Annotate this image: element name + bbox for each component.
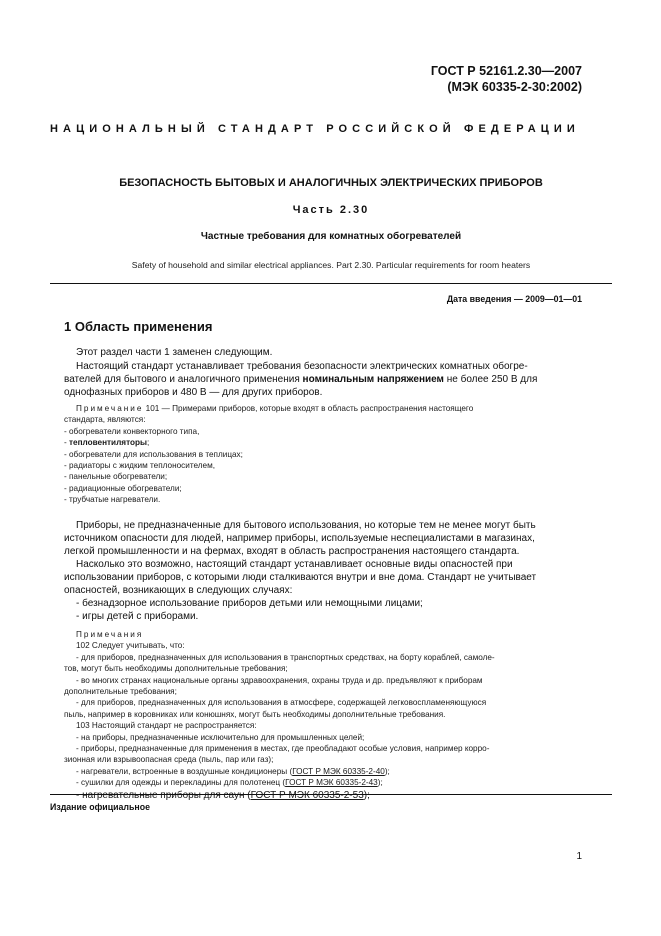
section-heading: 1 Область применения [64,319,213,334]
title-divider [50,283,612,284]
reference-link[interactable]: ГОСТ Р МЭК 60335-2-40 [292,766,385,776]
paragraph: Этот раздел части 1 заменен следующим. [76,347,273,358]
document-title: БЕЗОПАСНОСТЬ БЫТОВЫХ И АНАЛОГИЧНЫХ ЭЛЕКТРИЧЕСКИХ ПРИБОРОВ [119,177,543,189]
official-edition-label: Издание официальное [50,802,150,812]
english-title: Safety of household and similar electrical appliances. Part 2.30. Particular requirements for room heaters [131,260,531,270]
page-number: 1 [576,851,582,862]
part-number: Часть 2.30 [292,204,370,216]
introduction-date: Дата введения — 2009—01—01 [446,294,582,304]
gost-number: ГОСТ Р 52161.2.30—2007 [430,64,582,78]
list-item: - безнадзорное использование приборов детьми или немощными лицами; [76,598,423,609]
notes-102-103: Примечания 102 Следует учитывать, что: - для приборов, предназначенных для использования в транспортных средствах, на борту кораблей, самоле- тов, могут быть необходимы дополнительные требования; - во многих странах национальные органы здравоохранения, охраны труда и др. предъявляют к приборам дополнительные требования; - для приборов, предназначенных для использования в атмосфере, содержащей легковоспламеняющуюся пыль, например в коровниках или конюшнях, могут быть необходимы дополнительные требования. 103 Настоящий стандарт не распространяется: - на приборы, предназначенные исключительно для промышленных целей; - приборы, предназначенные для применения в местах, где преобладают особые условия, например корро- зионная или взрывоопасная среда (пыль, пар или газ); - нагреватели, встроенные в воздушные кондиционеры (ГОСТ Р МЭК 60335-2-40); - сушилки для одежды и перекладины для полотенец (ГОСТ Р МЭК 60335-2-43); - нагревательные приборы для саун (ГОСТ Р МЭК 60335-2-53); [64,630,495,801]
footer-divider [50,794,612,795]
paragraph: Приборы, не предназначенные для бытового использования, но которые тем не менее могут быть источником опасности для людей, например приборы, используемые неспециалистами в магазинах, легкой промышленности и на фермах, входят в область распространения настоящего стандарта. [64,520,536,557]
list-item: - игры детей с приборами. [76,611,199,622]
iec-number: (МЭК 60335-2-30:2002) [447,80,582,94]
reference-link[interactable]: ГОСТ Р МЭК 60335-2-53 [250,789,364,801]
note-101: Примечание 101 — Примерами приборов, которые входят в область распространения настоящего стандарта, являются: - обогреватели конвекторного типа, - тепловентиляторы; - обогреватели для использования в теплицах; - радиаторы с жидким теплоносителем, - панельные обогреватели; - радиационные обогреватели; - трубчатые нагреватели. [64,404,474,505]
reference-link[interactable]: ГОСТ Р МЭК 60335-2-43 [285,778,378,788]
paragraph: Настоящий стандарт устанавливает требования безопасности электрических комнатных обогре- вателей для бытового и аналогичного применения номинальным напряжением не более 250 В для однофазных приборов и 480 В — для других приборов. [64,361,538,398]
subtitle: Частные требования для комнатных обогревателей [200,231,462,242]
paragraph: Насколько это возможно, настоящий стандарт устанавливает основные виды опасностей при использовании приборов, с которыми люди сталкиваются внутри и вне дома. Стандарт не учитывает опасностей, возникающих в следующих случаях: - безнадзорное использование приборов детьми или немощными лицами; - игры детей с приборами. [64,558,597,623]
national-standard-banner: НАЦИОНАЛЬНЫЙ СТАНДАРТ РОССИЙСКОЙ ФЕДЕРАЦИИ [50,123,580,135]
